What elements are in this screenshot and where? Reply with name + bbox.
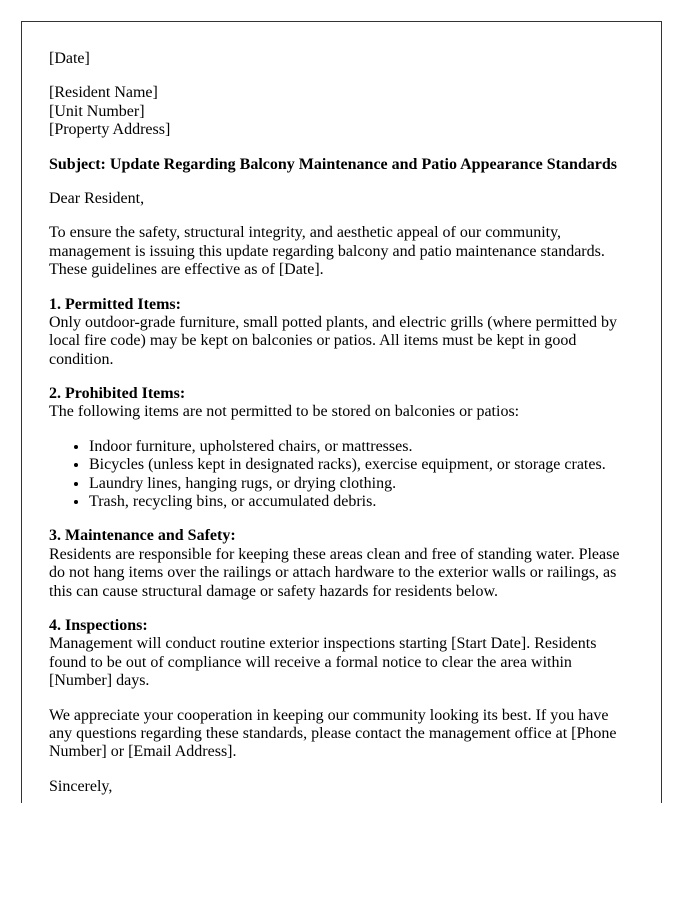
section-3-heading: 3. Maintenance and Safety: xyxy=(49,527,236,545)
section-prohibited-items xyxy=(49,385,634,422)
recipient-unit: [Unit Number] xyxy=(49,102,145,120)
section-4-heading: 4. Inspections: xyxy=(49,616,148,634)
section-permitted-items xyxy=(49,296,634,370)
list-item: • Indoor furniture, upholstered chairs, or mattresses. xyxy=(89,438,634,456)
date-placeholder: [Date] xyxy=(49,50,90,67)
intro-paragraph xyxy=(49,224,634,279)
section-maintenance-safety xyxy=(49,527,634,601)
recipient-block xyxy=(49,84,634,139)
signoff xyxy=(49,778,634,796)
salutation xyxy=(49,190,634,208)
subject-line xyxy=(49,156,634,174)
closing-text: We appreciate your cooperation in keeping our community looking its best. If you have any questions regarding these standards, please contact the management office at [Phone Number] or [Email Address]. xyxy=(49,706,617,761)
date-line xyxy=(49,50,634,68)
recipient-name: [Resident Name] xyxy=(49,84,158,102)
closing-paragraph xyxy=(49,707,634,762)
list-item: • Trash, recycling bins, or accumulated debris. xyxy=(89,493,634,511)
section-4-body: Management will conduct routine exterior inspections starting [Start Date]. Residents found to be out of compliance will receive a formal notice to clear the area within [Number] days. xyxy=(49,635,597,690)
section-2-heading: 2. Prohibited Items: xyxy=(49,385,186,403)
section-2-body: The following items are not permitted to be stored on balconies or patios: xyxy=(49,403,520,421)
list-item: • Bicycles (unless kept in designated racks), exercise equipment, or storage crates. xyxy=(89,456,634,474)
section-3-body: Residents are responsible for keeping these areas clean and free of standing water. Please do not hang items over the railings or attach hardware to the exterior walls or railings, as this can cause structural damage or safety hazards for residents below. xyxy=(49,545,620,600)
prohibited-items-list xyxy=(49,438,634,512)
letter-page xyxy=(21,21,662,803)
salutation-text: Dear Resident, xyxy=(49,189,145,207)
recipient-address: [Property Address] xyxy=(49,121,171,139)
section-1-body: Only outdoor-grade furniture, small potted plants, and electric grills (where permitted by local fire code) may be kept on balconies or patios. All items must be kept in good condition. xyxy=(49,313,617,368)
signoff-text: Sincerely, xyxy=(49,777,113,795)
list-item: • Laundry lines, hanging rugs, or drying clothing. xyxy=(89,475,634,493)
intro-text: To ensure the safety, structural integrity, and aesthetic appeal of our community, management is issuing this update regarding balcony and patio maintenance standards. These guidelines are effective as of [Date]. xyxy=(49,224,605,279)
section-1-heading: 1. Permitted Items: xyxy=(49,295,181,313)
section-inspections xyxy=(49,617,634,691)
subject-text: Subject: Update Regarding Balcony Maintenance and Patio Appearance Standards xyxy=(49,155,618,173)
